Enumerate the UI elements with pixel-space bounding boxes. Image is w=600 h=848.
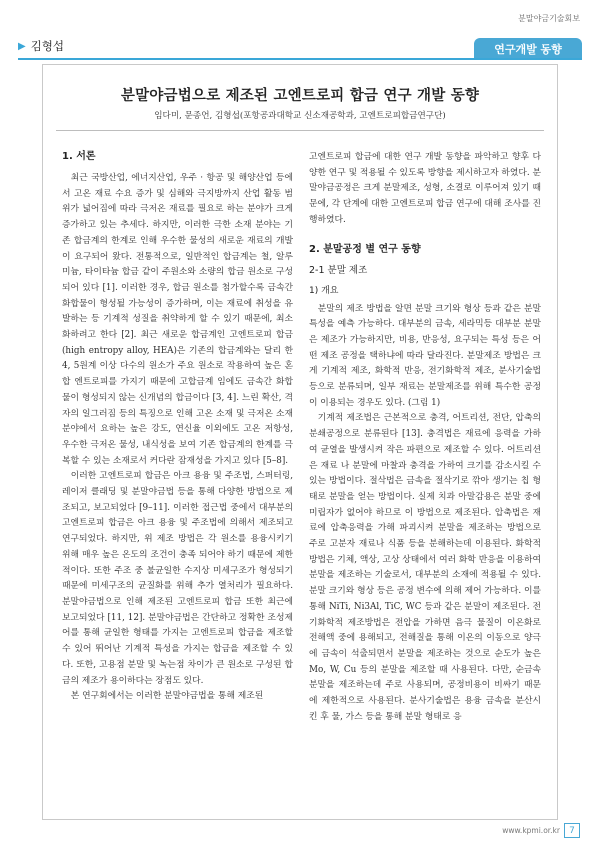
footer-url: www.kpmi.or.kr xyxy=(502,826,560,835)
spacer xyxy=(309,229,541,243)
intro-paragraph-1: 최근 국방산업, 에너지산업, 우주 · 항공 및 해양산업 등에서 고온 재료 수요 증가 및 심해와 극지방까지 산업 활동 범위가 넓어짐에 따라 극저온 재료를 필요로 하는 분야가 크게 증가하고 있는 추세다. 하지만, 이러한 극한 소재 분야는 기존 합금계의 한계로 인해 우수한 물성의 새로운 재료의 개발이 요구되어 왔다. 전통적으로, 일반적인 합금계는 철, 알루미늄, 타이타늄 합금 같이 주원소와 소량의 합금 원소로 구성되어 있다 [1]. 이러한 경우, 합금 원소를 첨가할수록 금속간 화합물이 형성될 가능성이 증가하며, 이는 재료에 취성을 유발하는 등 기계적 성질을 취약하게 할 수 있기 때문에, 최소화하려고 한다 [2]. 최근 새로운 합금계인 고엔트로피 합금 (high entropy alloy, HEA)은 기존의 합금계와는 달리 한 4, 5원계 이상 다수의 원소가 주요 원소로 작용하여 높은 혼합 엔트로피를 가지기 때문에 고합금계 임에도 금속간 화합물이 형성되지 않는 신개념의 합금이다 [3, 4]. 느린 확산, 격자의 일그러짐 등의 특징으로 인해 고온 소재 및 극저온 소재 분야에서 요하는 높은 강도, 연신율 이외에도 고온 저항성, 우수한 극저온 물성, 내식성을 보여 기존 합금계의 한계를 극복할 수 있는 소재로서 커다란 잠재성을 가지고 있다 [5–8]. xyxy=(62,173,293,466)
section-heading-powder-process: 2. 분말공정 별 연구 동향 xyxy=(309,243,421,255)
title-divider xyxy=(56,130,544,131)
overview-paragraph-2: 기계적 제조법은 근본적으로 충격, 어트리션, 전단, 압축의 분쇄공정으로 분류된다 [13]. 충격법은 재료에 응력을 가하여 균열을 발생시켜 작은 파편으로 제조할 수 있다. 어트리션은 재료 나 분말에 마찰과 충격을 가하여 크기를 감소시킬 수 있는 방법이다. 절삭법은 금속을 절삭기로 깎아 생기는 칩 형태로 분말을 얻는 방법이다. 실제 치과 아말감용은 분말 중에 미립자가 없어야 하므로 이 방법으로 제조된다. 압축법은 재료에 압축응력을 가해 파괴시켜 분말을 제조하는 방법으로 주로 고분자 재료나 식품 등을 분해하는데 이용된다. 화학적 방법은 기체, 액상, 고상 상태에서 여러 화학 반응을 이용하여 분말을 제조하는 기술로서, 대부분의 소재에 적용될 수 있다. 분말 크기와 형상 등은 공정 변수에 의해 제어 가능하다. 이를 통해 NiTi, Ni3Al, TiC, WC 등과 같은 분말이 제조된다. 전기화학적 제조방법은 전압을 가하면 음극 물질이 이온화로 전해액 중에 용해되고, 전해질을 통해 이온의 이동으로 양극에 금속이 석출되면서 분말을 제조하는 것으로 순도가 높은 Mo, W, Cu 등의 분말을 제조할 때 사용된다. 다만, 순금속 분말을 제조하는데 주로 사용되며, 공정비용이 비싸기 때문에 제한적으로 사용된다. 분사기술법은 용융 금속을 분산시킨 후 물, 가스 등을 통해 분말 형태로 응 xyxy=(309,413,541,722)
subsection-heading-powder-making: 2-1 분말 제조 xyxy=(309,264,368,276)
section-heading-intro: 1. 서론 xyxy=(62,151,96,162)
section-tab: 연구개발 동향 xyxy=(474,38,582,59)
subsubsection-heading-overview: 1) 개요 xyxy=(309,285,339,296)
intro-paragraph-2: 이러한 고엔트로피 합금은 아크 용융 및 주조법, 스퍼터링, 레이저 클래딩 및 분말야금법 등을 통해 다양한 방법으로 제조되고, 보고되었다 [9–11]. 이러한 접근법 중에서 대부분의 고엔트로피 합금은 아크 용융 및 주조법에 의해서 제조되고 연구되었다. 하지만, 위 제조 방법은 각 원소를 용융시키기 위해 매우 높은 온도의 조건이 충족 되어야 하기 때문에 제한적이다. 또한 주조 중 불균일한 수지상 미세구조가 형성되기 때문에 미세구조의 균질화를 위해 추가 열처리가 필요하다. 분말야금법으로 인해 제조된 고엔트로피 합금 또한 최근에 보고되었다 [11, 12]. 분말야금법은 간단하고 정확한 조성제어를 통해 균일한 형태를 가지는 고엔트로피 합금을 제조할 수 있어 뛰어난 기계적 특성을 가지는 합금을 제조할 수 있다. 또한, 고용점 분말 및 녹는점 차이가 큰 원소로 구성된 합금의 제조가 용이하다는 장점도 있다. xyxy=(62,471,293,686)
triangle-arrow-icon: ▶ xyxy=(18,40,26,52)
overview-paragraph-1: 분말의 제조 방법을 알면 분말 크기와 형상 등과 같은 분말 특성을 예측 가능하다. 대부분의 금속, 세라믹등 대부분 분말은 제조가 가능하지만, 비용, 반응성, 요구되는 특성 등은 어떤 제조 공정을 택하냐에 따라 달라진다. 분말제조 방법은 크게 기계적 제조, 화학적 반응, 전기화학적 제조, 분사기술법 등으로 분류되며, 일부 재료는 분말제조를 위해 특수한 공정이 이용되는 경우도 있다. (그림 1) xyxy=(309,303,541,408)
author-tag-label: 김형섭 xyxy=(30,39,65,53)
article-authors: 임다미, 문종언, 김형섭(포항공과대학교 신소재공학과, 고엔트로피합금연구단) xyxy=(154,111,446,121)
right-column xyxy=(309,150,541,726)
author-tag xyxy=(18,38,64,54)
header-rule xyxy=(18,58,582,60)
intro-paragraph-continued: 고엔트로피 합금에 대한 연구 개발 동향을 파악하고 향후 다양한 연구 및 적용될 수 있도록 방향을 제시하고자 하였다. 분말야금공정은 크게 분말제조, 성형, 소결로 이루어져 있기 때문에, 각 단계에 대한 고엔트로피 합금 연구에 대해 조사를 진행하였다. xyxy=(309,152,541,225)
article-title: 분말야금법으로 제조된 고엔트로피 합금 연구 개발 동향 xyxy=(120,87,480,104)
intro-paragraph-3: 본 연구회에서는 이러한 분말야금법을 통해 제조된 xyxy=(70,691,264,702)
page-number: 7 xyxy=(564,823,580,838)
journal-name: 분말야금기술회보 xyxy=(518,14,580,23)
left-column xyxy=(62,150,293,705)
